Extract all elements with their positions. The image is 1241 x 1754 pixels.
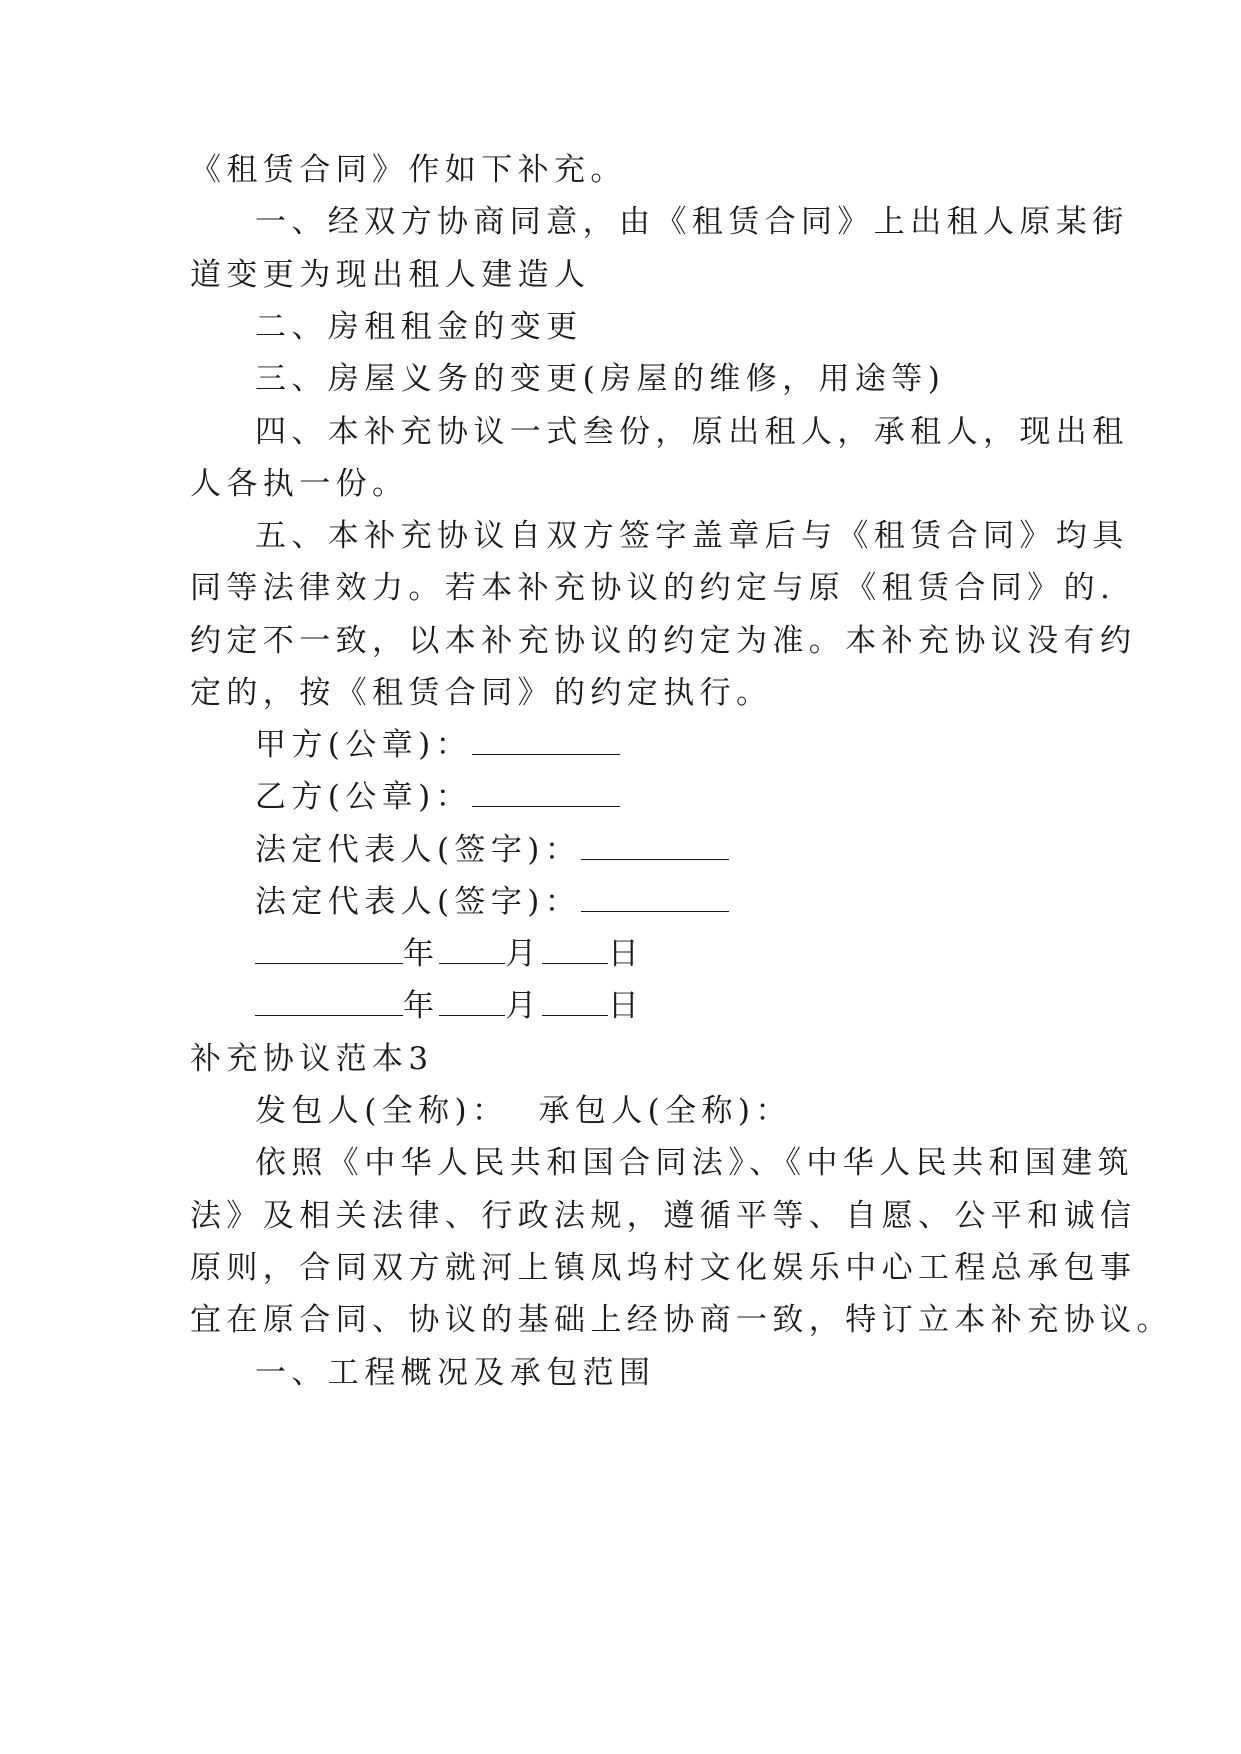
signature-rep-1: [255, 830, 729, 870]
date-2-year-label: 年: [403, 988, 440, 1024]
date-line-1: [255, 934, 644, 974]
date-line-2: [255, 986, 644, 1026]
signature-rep-2-blank[interactable]: [581, 885, 729, 912]
section-title: 补充协议范本3: [190, 1041, 434, 1077]
parties-line: [255, 1091, 792, 1131]
clause-5-line-3: 约定不一致，以本补充协议的约定为准。本补充协议没有约: [190, 623, 1137, 659]
date-1-month-label: 月: [505, 936, 542, 972]
date-1-year-blank[interactable]: [255, 937, 403, 964]
date-2-month-blank[interactable]: [439, 989, 505, 1016]
clause-2: 二、房租租金的变更: [255, 309, 583, 345]
preamble-line-2: 法》及相关法律、行政法规，遵循平等、自愿、公平和诚信: [190, 1198, 1137, 1234]
preamble-line-4: 宜在原合同、协议的基础上经协商一致，特订立本补充协议。: [190, 1302, 1173, 1338]
signature-party-a-blank[interactable]: [472, 728, 620, 755]
clause-3: 三、房屋义务的变更(房屋的维修，用途等): [255, 361, 946, 397]
date-2-year-blank[interactable]: [255, 989, 403, 1016]
date-2-month-label: 月: [505, 988, 542, 1024]
date-1-day-blank[interactable]: [542, 937, 608, 964]
signature-party-a-label: 甲方(公章)：: [255, 727, 472, 763]
employer-label: 发包人(全称)：: [255, 1093, 509, 1129]
clause-1-line-1: 一、经双方协商同意，由《租赁合同》上出租人原某街: [255, 204, 1129, 240]
signature-party-a: [255, 725, 620, 765]
date-2-day-label: 日: [607, 988, 645, 1024]
signature-rep-1-label: 法定代表人(签字)：: [255, 832, 582, 868]
date-1-day-label: 日: [607, 936, 645, 972]
clause-5-line-1: 五、本补充协议自双方签字盖章后与《租赁合同》均具: [255, 518, 1129, 554]
signature-party-b: [255, 777, 620, 817]
clause-4-line-2: 人各执一份。: [190, 466, 409, 502]
signature-rep-2-label: 法定代表人(签字)：: [255, 884, 582, 920]
signature-rep-1-blank[interactable]: [581, 833, 729, 860]
clause-5-line-2: 同等法律效力。若本补充协议的约定与原《租赁合同》的.: [190, 570, 1116, 606]
contractor-label: 承包人(全称)：: [538, 1093, 792, 1129]
clause-4-line-1: 四、本补充协议一式叁份，原出租人，承租人，现出租: [255, 414, 1129, 450]
preamble-line-1: 依照《中华人民共和国合同法》、《中华人民共和国建筑: [255, 1145, 1134, 1181]
signature-rep-2: [255, 882, 729, 922]
text-line: 《租赁合同》作如下补充。: [190, 152, 627, 188]
section-clause-1: 一、工程概况及承包范围: [255, 1355, 656, 1391]
signature-party-b-label: 乙方(公章)：: [255, 779, 472, 815]
date-1-month-blank[interactable]: [439, 937, 505, 964]
preamble-line-3: 原则，合同双方就河上镇凤坞村文化娱乐中心工程总承包事: [190, 1250, 1137, 1286]
date-1-year-label: 年: [403, 936, 440, 972]
clause-1-line-2: 道变更为现出租人建造人: [190, 257, 591, 293]
clause-5-line-4: 定的，按《租赁合同》的约定执行。: [190, 675, 773, 711]
date-2-day-blank[interactable]: [542, 989, 608, 1016]
signature-party-b-blank[interactable]: [472, 780, 620, 807]
